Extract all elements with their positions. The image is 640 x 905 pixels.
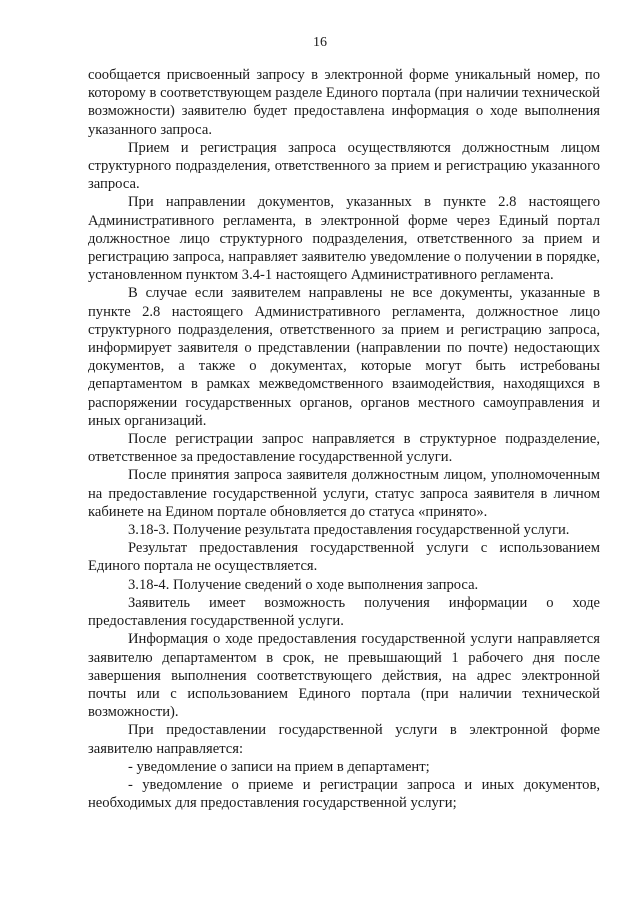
section-heading-3-18-3: 3.18-3. Получение результата предоставления государственной услуги. <box>128 522 570 539</box>
paragraph-12: При предоставлении государственной услуги в электронной форме заявителю направляется: <box>88 722 600 757</box>
page-number: 16 <box>313 35 327 50</box>
document-body <box>88 66 600 812</box>
paragraph-2: Прием и регистрация запроса осуществляются должностным лицом структурного подразделения, ответственного за прием и регистрацию указанного запроса. <box>88 139 600 193</box>
paragraph-10: Заявитель имеет возможность получения информации о ходе предоставления государственной услуги. <box>88 594 600 630</box>
list-item-1: - уведомление о записи на прием в департамент; <box>128 758 430 775</box>
list-item-2: - уведомление о приеме и регистрации запроса и иных документов, необходимых для предоставления государственной услуги; <box>88 776 600 812</box>
section-heading-3-18-4: 3.18-4. Получение сведений о ходе выполнения запроса. <box>128 576 479 593</box>
paragraph-4: В случае если заявителем направлены не все документы, указанные в пункте 2.8 настоящего Административного регламента, должностное лицо структурного подразделения, ответственного за прием и регистрацию запроса, информирует заявителя о представлении (направлении по почте) недостающих документов, а также о документах, которые могут быть истребованы департаментом в рамках межведомственного взаимодействия, находящихся в распоряжении государственных органов, органов местного самоуправления и иных организаций. <box>88 285 600 429</box>
paragraph-11: Информация о ходе предоставления государственной услуги направляется заявителю департаментом в срок, не превышающий 1 рабочего дня после завершения выполнения соответствующего действия, на адрес электронной почты или с использованием Единого портала (при наличии технической возможности). <box>88 631 600 721</box>
paragraph-8: Результат предоставления государственной услуги с использованием Единого портала не осуществляется. <box>88 540 600 575</box>
paragraph-3: При направлении документов, указанных в пункте 2.8 настоящего Административного регламента, в электронной форме через Единый портал должностное лицо структурного подразделения, ответственного за прием и регистрацию запроса, направляет заявителю уведомление о получении в порядке, установленном пунктом 3.4-1 настоящего Административного регламента. <box>88 194 600 284</box>
paragraph-1: сообщается присвоенный запросу в электронной форме уникальный номер, по которому в соответствующем разделе Единого портала (при наличии технической возможности) заявителю будет предоставлена информация о ходе выполнения указанного запроса. <box>88 67 600 138</box>
paragraph-5: После регистрации запрос направляется в структурное подразделение, ответственное за предоставление государственной услуги. <box>88 431 600 466</box>
paragraph-6: После принятия запроса заявителя должностным лицом, уполномоченным на предоставление государственной услуги, статус запроса заявителя в личном кабинете на Едином портале обновляется до статуса «принято». <box>88 467 600 520</box>
